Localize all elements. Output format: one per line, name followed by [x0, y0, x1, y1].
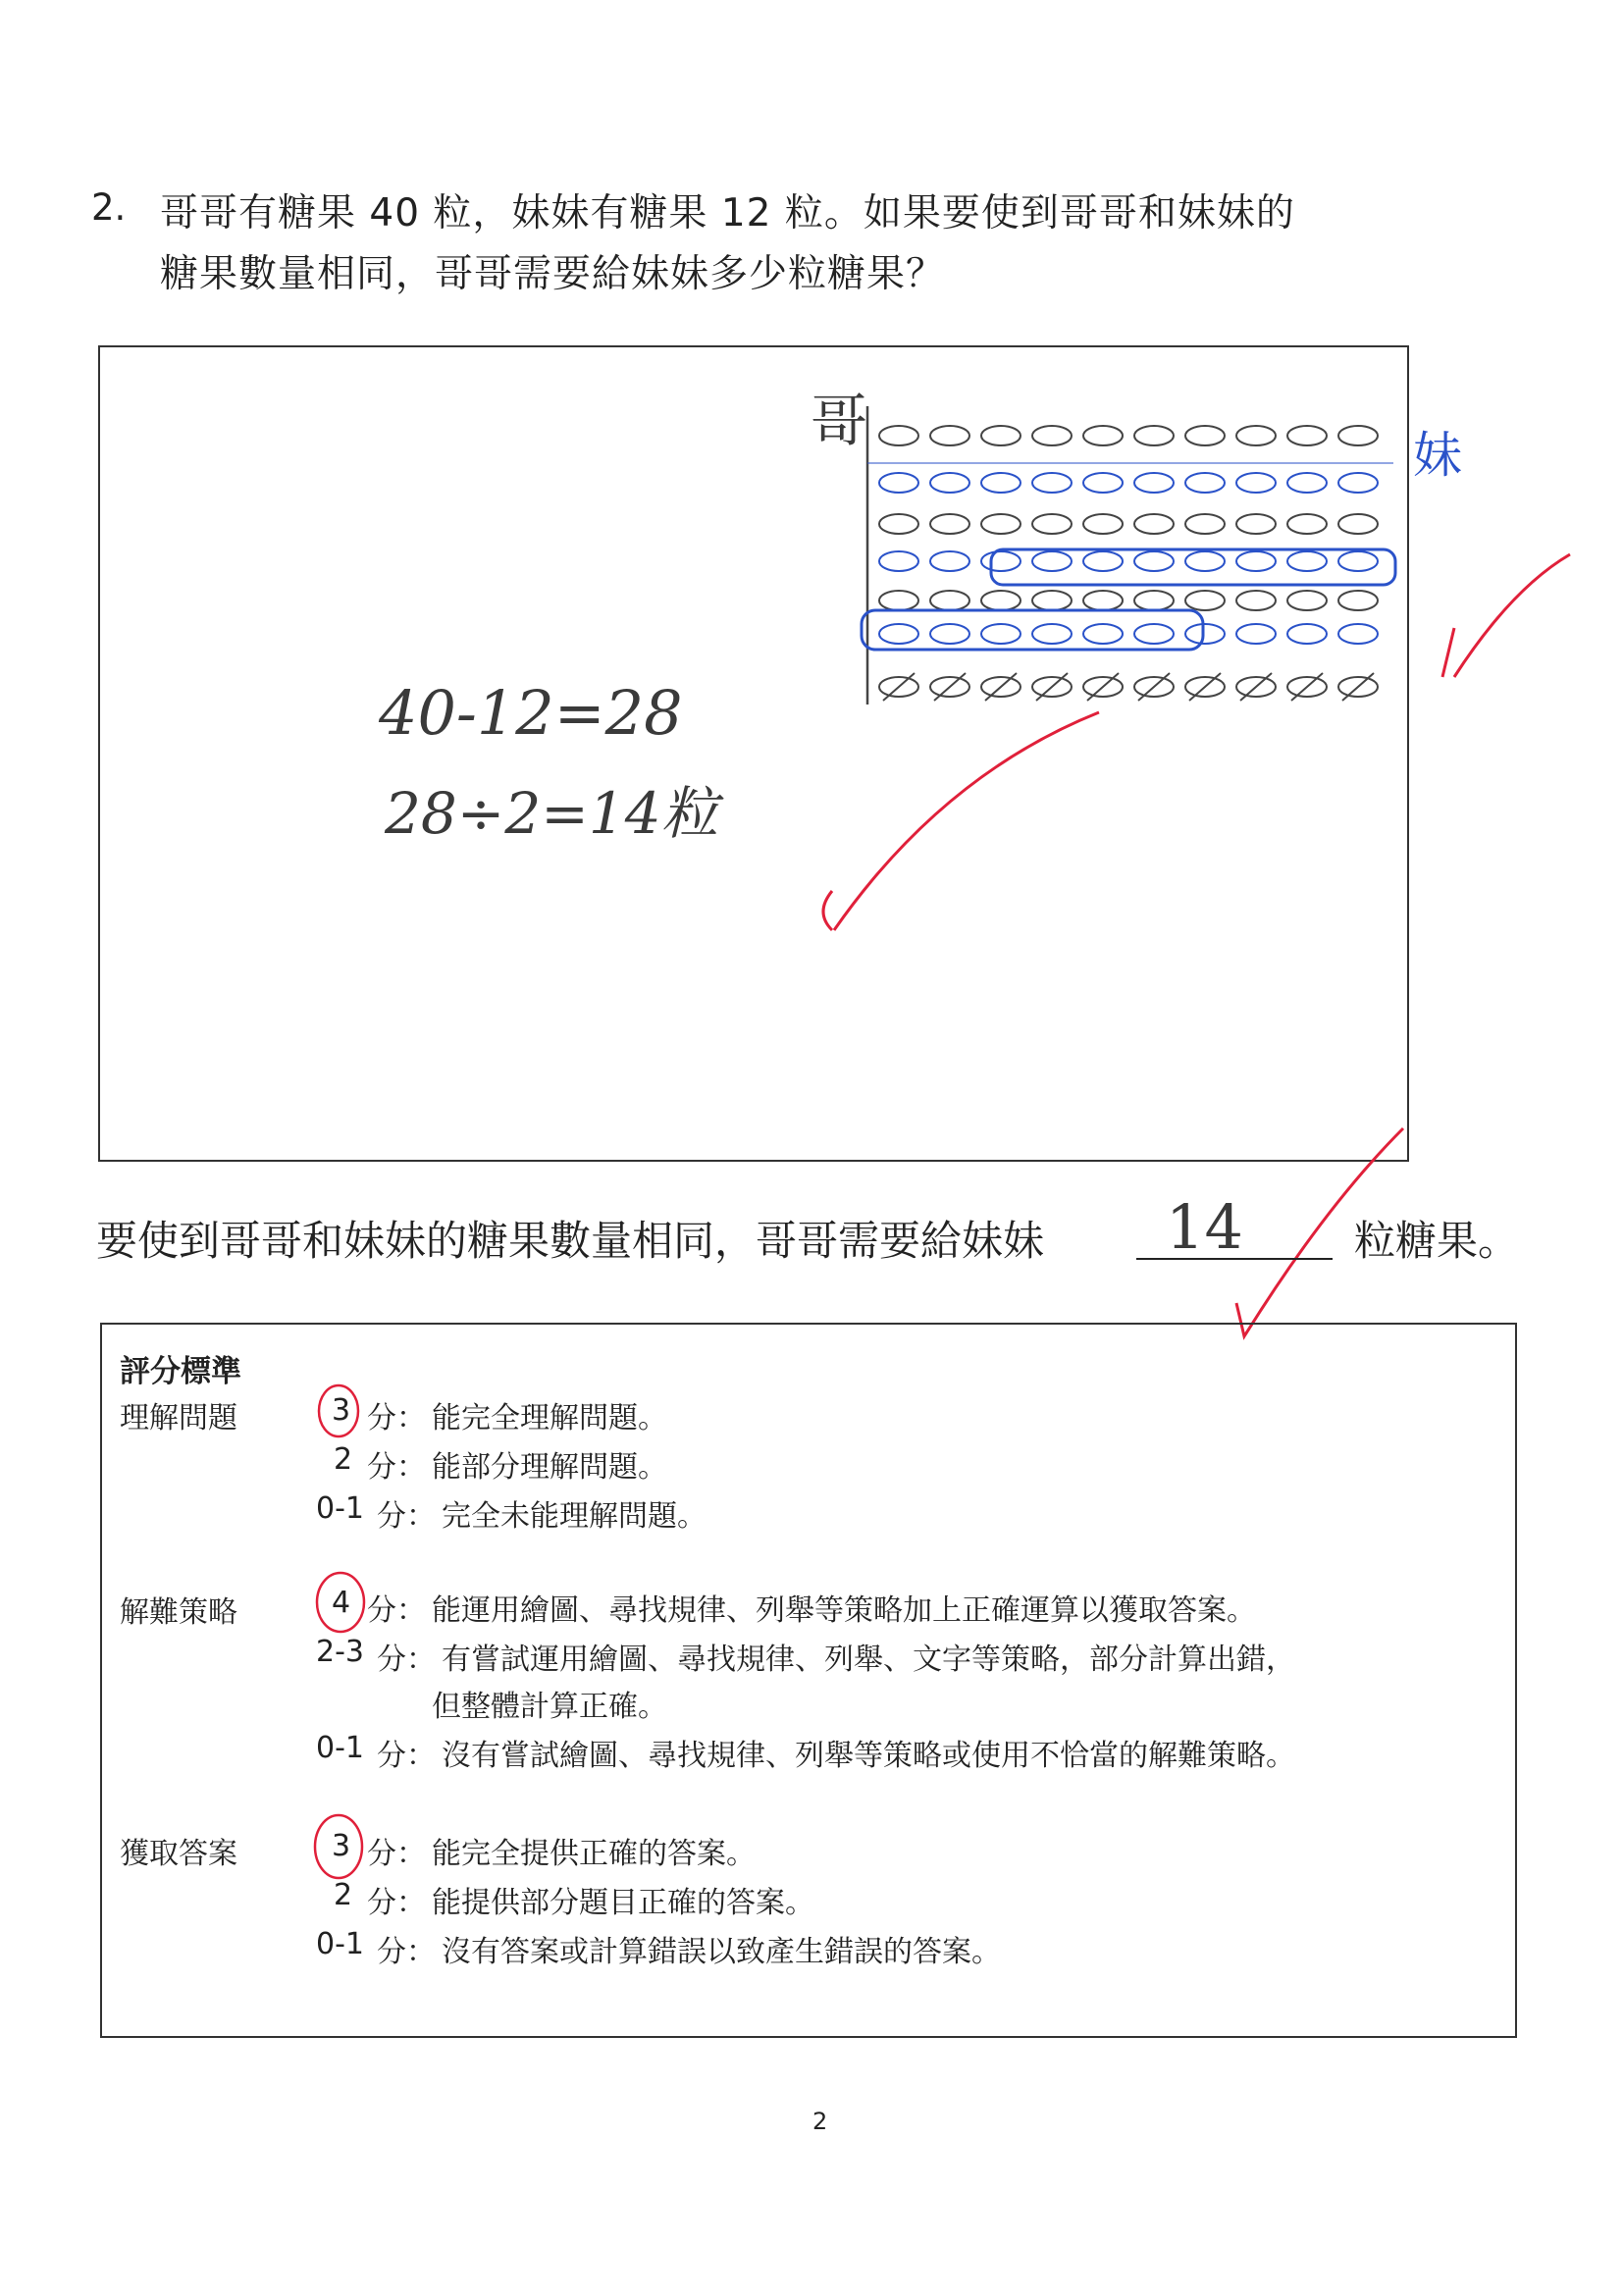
candy-mark — [1185, 551, 1225, 571]
candy-mark — [1338, 591, 1378, 610]
rubric-category: 獲取答案 — [120, 1837, 237, 1871]
score-unit: 分： — [377, 1739, 436, 1773]
candy-mark — [981, 591, 1021, 610]
score-unit: 分： — [367, 1886, 426, 1920]
score-value: 0-1 — [316, 1491, 364, 1526]
answer-blank-line — [1136, 1258, 1333, 1260]
candy-mark — [1338, 473, 1378, 493]
candy-mark — [930, 591, 969, 610]
score-description: 有嘗試運用繪圖、尋找規律、列舉、文字等策略，部分計算出錯， — [442, 1643, 1295, 1677]
rubric-category: 解難策略 — [120, 1595, 237, 1630]
score-description: 能運用繪圖、尋找規律、列舉等策略加上正確運算以獲取答案。 — [432, 1593, 1256, 1628]
candy-grid — [879, 426, 1378, 701]
candy-mark — [1083, 473, 1123, 493]
candy-mark — [1185, 514, 1225, 534]
score-description-continued: 但整體計算正確。 — [432, 1690, 667, 1724]
score-unit: 分： — [367, 1450, 426, 1485]
question-text-line-2: 糖果數量相同，哥哥需要給妹妹多少粒糖果？ — [160, 252, 946, 296]
candy-mark — [1236, 591, 1276, 610]
candy-mark — [1287, 426, 1327, 445]
candy-mark — [1083, 514, 1123, 534]
candy-mark — [1185, 591, 1225, 610]
candy-mark — [981, 426, 1021, 445]
candy-mark — [1134, 473, 1174, 493]
calculation-line-2: 28÷2=14粒 — [385, 780, 718, 847]
candy-mark — [1032, 426, 1072, 445]
candy-mark — [1185, 624, 1225, 644]
candy-mark — [1032, 514, 1072, 534]
label-brother: 哥 — [811, 388, 868, 454]
candy-mark — [1287, 551, 1327, 571]
candy-mark — [1032, 591, 1072, 610]
candy-mark — [879, 473, 918, 493]
candy-mark — [930, 624, 969, 644]
candy-mark — [1338, 551, 1378, 571]
score-unit: 分： — [377, 1643, 436, 1677]
candy-mark — [1083, 624, 1123, 644]
candy-mark — [1083, 426, 1123, 445]
score-value: 0-1 — [316, 1927, 364, 1961]
candy-mark — [1032, 551, 1072, 571]
score-description: 沒有答案或計算錯誤以致產生錯誤的答案。 — [442, 1935, 1001, 1969]
score-value: 2 — [334, 1878, 353, 1912]
score-unit: 分： — [377, 1935, 436, 1969]
score-description: 能部分理解問題。 — [432, 1450, 667, 1485]
candy-mark — [1338, 624, 1378, 644]
score-value: 3 — [332, 1393, 351, 1428]
candy-mark — [1236, 551, 1276, 571]
candy-mark — [1287, 591, 1327, 610]
candy-mark — [1236, 514, 1276, 534]
candy-mark — [1032, 624, 1072, 644]
rubric-category: 理解問題 — [120, 1401, 237, 1435]
candy-mark — [1236, 426, 1276, 445]
score-description: 能提供部分題目正確的答案。 — [432, 1886, 814, 1920]
candy-mark — [1134, 514, 1174, 534]
candy-mark — [879, 624, 918, 644]
candy-mark — [1083, 591, 1123, 610]
candy-mark — [1185, 473, 1225, 493]
candy-mark — [1338, 426, 1378, 445]
candy-mark — [1185, 426, 1225, 445]
rubric-title: 評分標準 — [120, 1354, 241, 1389]
candy-mark — [1083, 551, 1123, 571]
score-description: 完全未能理解問題。 — [442, 1499, 707, 1534]
answer-value: 14 — [1166, 1191, 1243, 1263]
score-value: 0-1 — [316, 1731, 364, 1765]
candy-mark — [1338, 514, 1378, 534]
score-value: 4 — [332, 1586, 351, 1620]
candy-mark — [1134, 426, 1174, 445]
calculation-line-1: 40-12=28 — [379, 677, 683, 749]
candy-mark — [1236, 624, 1276, 644]
score-value: 2 — [334, 1442, 353, 1477]
candy-mark — [879, 551, 918, 571]
score-value: 3 — [332, 1829, 351, 1863]
score-description: 能完全理解問題。 — [432, 1401, 667, 1435]
score-unit: 分： — [367, 1593, 426, 1628]
candy-mark — [981, 551, 1021, 571]
label-sister: 妹 — [1413, 427, 1462, 484]
candy-mark — [1287, 473, 1327, 493]
candy-mark — [1134, 591, 1174, 610]
candy-mark — [930, 426, 969, 445]
candy-mark — [981, 514, 1021, 534]
answer-prefix: 要使到哥哥和妹妹的糖果數量相同，哥哥需要給妹妹 — [96, 1217, 1045, 1265]
candy-mark — [1287, 624, 1327, 644]
candy-mark — [930, 473, 969, 493]
candy-mark — [1032, 473, 1072, 493]
score-unit: 分： — [367, 1401, 426, 1435]
score-description: 沒有嘗試繪圖、尋找規律、列舉等策略或使用不恰當的解難策略。 — [442, 1739, 1295, 1773]
answer-suffix: 粒糖果。 — [1354, 1217, 1520, 1265]
candy-mark — [930, 514, 969, 534]
score-description: 能完全提供正確的答案。 — [432, 1837, 756, 1871]
candy-mark — [981, 473, 1021, 493]
question-text-line-1: 哥哥有糖果 40 粒，妹妹有糖果 12 粒。如果要使到哥哥和妹妹的 — [160, 191, 1295, 235]
question-number: 2. — [91, 186, 127, 229]
candy-mark — [879, 514, 918, 534]
score-value: 2-3 — [316, 1635, 364, 1669]
score-unit: 分： — [367, 1837, 426, 1871]
candy-mark — [879, 426, 918, 445]
candy-mark — [1287, 514, 1327, 534]
candy-mark — [930, 551, 969, 571]
candy-mark — [879, 591, 918, 610]
page-number: 2 — [812, 2108, 828, 2135]
candy-mark — [1134, 551, 1174, 571]
candy-mark — [1236, 473, 1276, 493]
candy-mark — [1134, 624, 1174, 644]
score-unit: 分： — [377, 1499, 436, 1534]
candy-mark — [981, 624, 1021, 644]
